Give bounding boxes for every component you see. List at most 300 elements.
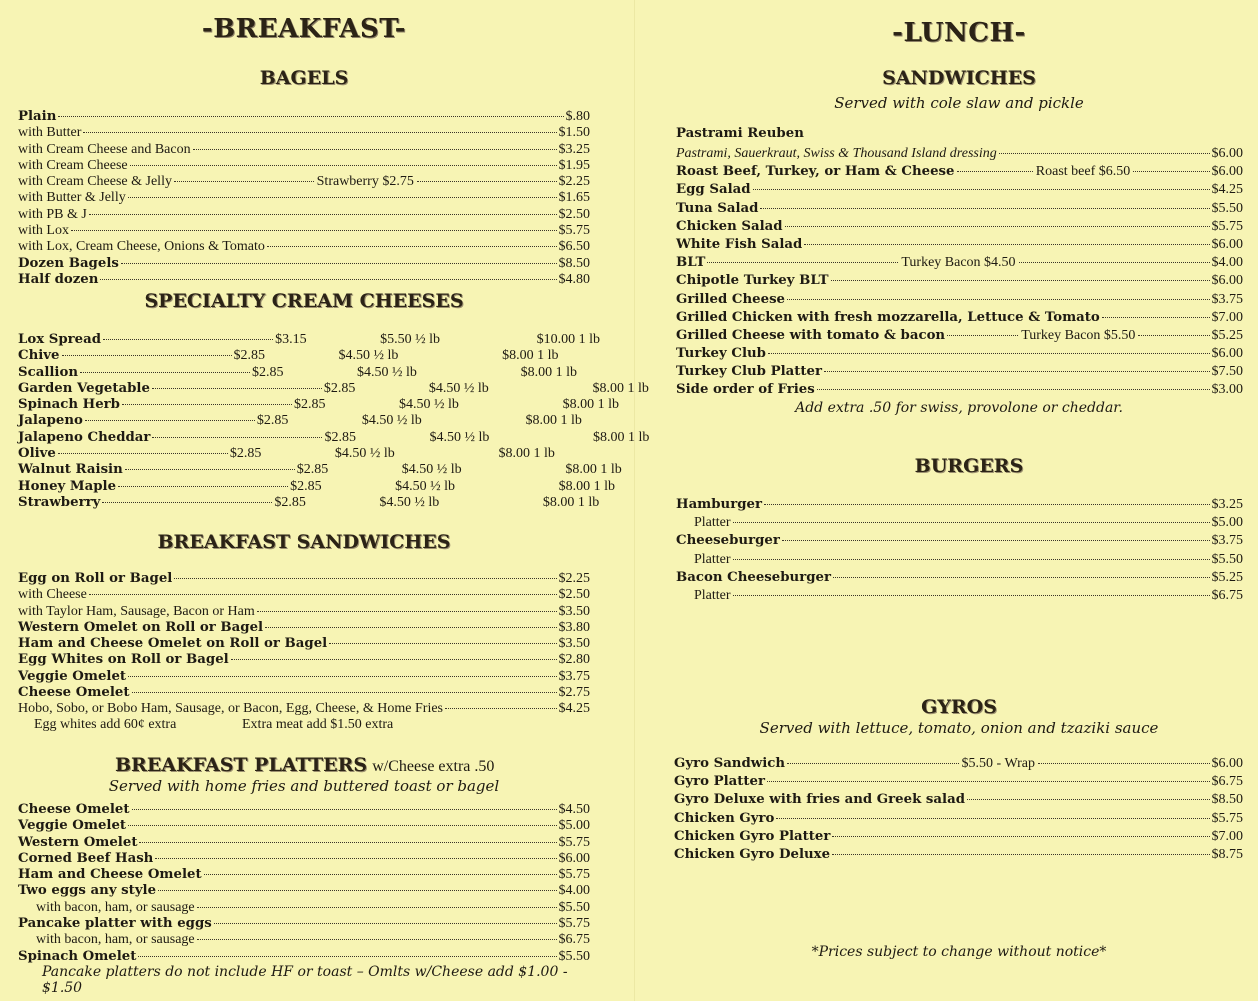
dot-leader <box>85 420 255 421</box>
item-name: Veggie Omelet <box>18 668 127 684</box>
dot-leader <box>231 659 557 660</box>
item-price: $4.00 <box>558 883 590 899</box>
dot-leader <box>267 246 557 247</box>
item-price: $3.50 <box>558 636 590 652</box>
item-name: Jalapeno <box>18 413 83 429</box>
item-price-half-lb: $4.50 ½ lb <box>429 429 490 445</box>
item-price-small: $2.85 <box>229 446 262 462</box>
item-price: $8.75 <box>1211 846 1243 862</box>
dot-leader <box>80 372 250 373</box>
dot-leader <box>152 437 322 438</box>
item-name: Corned Beef Hash <box>18 850 154 866</box>
item-name: with Cheese <box>18 587 87 603</box>
item-price: $6.00 <box>558 850 590 866</box>
cream-cheese-row <box>18 494 600 511</box>
menu-item-row <box>676 163 1243 181</box>
dot-leader <box>329 643 556 644</box>
burgers-list <box>676 496 1243 605</box>
menu-item-row <box>676 181 1243 199</box>
item-price: $4.00 <box>1211 255 1244 271</box>
menu-item-row <box>676 200 1243 218</box>
item-price: $5.00 <box>558 818 590 834</box>
item-price: $4.50 <box>558 802 590 817</box>
cream-cheese-row <box>18 446 590 462</box>
item-name: Lox Spread <box>18 332 102 347</box>
dot-leader <box>999 153 1210 154</box>
item-price-half-lb: $4.50 ½ lb <box>357 364 417 380</box>
item-price: $7.00 <box>1211 828 1243 844</box>
dot-leader <box>768 353 1210 354</box>
item-price: $6.00 <box>1211 346 1243 362</box>
dot-leader <box>787 763 959 764</box>
breakfast-sandwiches-title: BREAKFAST SANDWICHES <box>157 531 451 553</box>
dot-leader <box>193 149 557 150</box>
menu-item-row <box>18 587 590 603</box>
dot-leader <box>214 923 557 924</box>
dot-leader <box>89 214 557 215</box>
menu-item-row <box>18 900 590 916</box>
dot-leader <box>833 577 1210 578</box>
dot-leader <box>121 263 557 264</box>
dot-leader <box>733 559 1210 560</box>
dot-leader <box>817 389 1210 390</box>
item-price: $4.25 <box>1211 182 1243 198</box>
dot-leader <box>707 262 898 263</box>
dot-leader <box>197 907 557 908</box>
menu-item-row <box>676 496 1243 514</box>
dot-leader <box>174 181 314 182</box>
dot-leader <box>445 708 557 709</box>
item-price: $2.50 <box>558 587 590 603</box>
item-name: Western Omelet <box>18 834 138 850</box>
dot-leader <box>204 874 557 875</box>
item-name: Chive <box>18 348 60 364</box>
menu-fold <box>634 0 635 1001</box>
dot-leader <box>58 453 228 454</box>
menu-item-row <box>674 828 1243 846</box>
menu-item-row <box>674 846 1243 864</box>
item-price: $5.50 <box>1211 200 1243 216</box>
item-price-half-lb: $4.50 ½ lb <box>395 478 455 494</box>
cream-cheese-row <box>18 365 590 381</box>
item-price-half-lb: $4.50 ½ lb <box>338 348 399 364</box>
item-price: $3.50 <box>558 603 590 619</box>
item-price-half-lb: $4.50 ½ lb <box>379 494 440 510</box>
item-price-small: $2.85 <box>274 494 306 510</box>
menu-item-row <box>676 363 1243 381</box>
menu-item-row <box>676 327 1243 345</box>
item-price: $6.75 <box>558 932 590 948</box>
item-name: Two eggs any style <box>18 883 157 899</box>
dot-leader <box>102 502 272 503</box>
item-price: $5.75 <box>1211 810 1243 826</box>
menu-item-row <box>18 272 590 288</box>
cream-cheese-row <box>18 397 619 413</box>
dot-leader <box>832 836 1209 837</box>
dot-leader <box>122 404 292 405</box>
dot-leader <box>1102 317 1210 318</box>
item-price: $5.75 <box>558 916 590 932</box>
dot-leader <box>417 181 557 182</box>
platters-footnote: Pancake platters do not include HF or toast – Omlts w/Cheese add $1.00 - $1.50 <box>42 964 568 996</box>
dot-leader <box>62 355 232 356</box>
item-price-pound: $8.00 1 lb <box>565 462 622 478</box>
item-price: $2.75 <box>558 685 590 701</box>
item-name: Spinach Herb <box>18 397 120 413</box>
item-name: Chicken Gyro Deluxe <box>674 846 831 862</box>
lunch-title: -LUNCH- <box>892 18 1026 48</box>
item-price-half-lb: $5.50 ½ lb <box>380 332 440 347</box>
lunch-page <box>660 0 1258 1001</box>
dot-leader <box>1138 335 1209 336</box>
item-price: $5.75 <box>1211 218 1243 234</box>
item-name: Veggie Omelet <box>18 818 127 834</box>
menu-item-row <box>18 174 590 190</box>
item-price-pound: $8.00 1 lb <box>558 478 616 494</box>
bagels-list <box>18 109 590 288</box>
menu-item-row <box>676 309 1243 327</box>
item-price-small: $2.85 <box>293 397 326 413</box>
egg-whites-note: Egg whites add 60¢ extra <box>34 717 177 732</box>
menu-item-row <box>18 835 590 851</box>
dot-leader <box>71 230 557 231</box>
item-price: $3.75 <box>1211 533 1243 549</box>
dot-leader <box>138 956 556 957</box>
menu-item-row <box>676 551 1243 569</box>
item-price-pound: $10.00 1 lb <box>536 332 601 347</box>
cream-cheese-row <box>18 348 590 364</box>
item-name: Chicken Gyro <box>674 810 775 826</box>
menu-item-row <box>18 620 590 636</box>
item-price: $3.75 <box>558 668 590 684</box>
dot-leader <box>957 171 1033 172</box>
dot-leader <box>152 388 322 389</box>
item-price-half-lb: $4.50 ½ lb <box>428 380 489 396</box>
item-price: $5.50 <box>1211 551 1243 567</box>
item-price: $7.50 <box>1211 364 1243 380</box>
platters-title: BREAKFAST PLATTERS <box>115 754 368 776</box>
item-name: Platter <box>694 551 731 567</box>
item-alt-price: Turkey Bacon $4.50 <box>901 255 1016 271</box>
item-name: Grilled Cheese <box>676 291 786 307</box>
bagels-title: BAGELS <box>259 67 349 89</box>
item-price: $6.00 <box>1211 146 1243 161</box>
dot-leader <box>100 279 556 280</box>
platters-list <box>18 802 590 965</box>
menu-item-row <box>676 236 1243 254</box>
item-name: Cheese Omelet <box>18 685 130 701</box>
dot-leader <box>782 540 1210 541</box>
item-price: $3.80 <box>558 619 590 635</box>
item-name: Egg Salad <box>676 182 751 198</box>
item-alt-price: Strawberry $2.75 <box>316 174 414 190</box>
menu-item-row <box>18 158 590 174</box>
item-name: Half dozen <box>18 271 99 287</box>
item-price-small: $2.85 <box>256 413 289 429</box>
sandwiches-subtitle: Served with cole slaw and pickle <box>834 94 1084 112</box>
item-name: with Cream Cheese and Bacon <box>18 141 191 157</box>
dot-leader <box>118 486 288 487</box>
menu-item-row <box>676 532 1243 550</box>
burgers-title: BURGERS <box>914 455 1024 477</box>
menu-item-row <box>18 142 590 158</box>
menu-item-row <box>18 256 590 272</box>
item-name: Chicken Gyro Platter <box>674 828 831 844</box>
item-name: Roast Beef, Turkey, or Ham & Cheese <box>676 164 955 180</box>
item-name: Dozen Bagels <box>18 255 119 271</box>
dot-leader <box>197 939 557 940</box>
price-disclaimer: *Prices subject to change without notice* <box>811 944 1107 960</box>
dot-leader <box>89 594 557 595</box>
item-price: $8.50 <box>558 255 590 271</box>
dot-leader <box>128 197 557 198</box>
item-name: with Taylor Ham, Sausage, Bacon or Ham <box>18 603 255 619</box>
dot-leader <box>1133 171 1209 172</box>
item-price-half-lb: $4.50 ½ lb <box>401 462 462 478</box>
platters-subtitle: Served with home fries and buttered toast or bagel <box>108 777 500 795</box>
item-price: $1.50 <box>558 125 590 141</box>
item-name: Spinach Omelet <box>18 948 137 964</box>
menu-item-row <box>18 604 590 620</box>
dot-leader <box>1019 262 1210 263</box>
item-price: $.80 <box>565 109 590 124</box>
item-name: Scallion <box>18 364 79 380</box>
menu-item-row <box>18 802 590 818</box>
item-price-small: $2.85 <box>323 380 356 396</box>
breakfast-title: -BREAKFAST- <box>201 14 407 44</box>
dot-leader <box>125 469 295 470</box>
item-price: $1.65 <box>558 190 590 206</box>
item-name: Platter <box>694 515 731 531</box>
menu-item-row <box>674 773 1243 791</box>
item-name: Honey Maple <box>18 478 117 494</box>
menu-item-row <box>18 669 590 685</box>
menu-item-row <box>674 755 1243 773</box>
dot-leader <box>785 226 1210 227</box>
menu-item-row <box>676 381 1243 399</box>
item-price: $2.25 <box>558 174 591 190</box>
lunch-sandwiches-list <box>676 145 1243 400</box>
item-name: Plain <box>18 109 57 124</box>
menu-item-row <box>18 636 590 652</box>
item-price-pound: $8.00 1 lb <box>592 380 649 396</box>
menu-item-row <box>676 145 1243 163</box>
item-price: $5.75 <box>558 834 590 850</box>
item-price-pound: $8.00 1 lb <box>562 397 619 413</box>
dot-leader <box>155 858 556 859</box>
dot-leader <box>265 627 556 628</box>
dot-leader <box>947 335 1018 336</box>
item-price-pound: $8.00 1 lb <box>542 494 600 510</box>
item-price-half-lb: $4.50 ½ lb <box>361 413 422 429</box>
dot-leader <box>804 244 1209 245</box>
item-name: with PB & J <box>18 206 87 222</box>
item-price-pound: $8.00 1 lb <box>520 364 578 380</box>
item-name: Side order of Fries <box>676 382 815 398</box>
item-name: with Butter & Jelly <box>18 190 126 206</box>
menu-item-row <box>676 587 1243 605</box>
menu-item-row <box>676 218 1243 236</box>
item-price: $4.25 <box>558 701 590 717</box>
menu-item-row <box>18 916 590 932</box>
item-price: $5.50 <box>558 948 590 964</box>
item-name: Gyro Deluxe with fries and Greek salad <box>674 792 965 808</box>
platters-header <box>115 754 494 776</box>
menu-item-row <box>18 652 590 668</box>
item-name: Walnut Raisin <box>18 462 123 478</box>
menu-item-row <box>676 272 1243 290</box>
item-price: $7.00 <box>1211 309 1243 325</box>
item-price: $5.75 <box>558 223 590 239</box>
item-price: $5.75 <box>558 867 590 883</box>
item-price-pound: $8.00 1 lb <box>593 429 650 445</box>
menu-item-row <box>18 190 590 206</box>
cream-cheese-row <box>18 332 601 348</box>
cream-cheese-row <box>18 462 622 478</box>
item-name: with bacon, ham, or sausage <box>36 932 195 948</box>
menu-item-row <box>18 867 590 883</box>
item-name: Strawberry <box>18 494 101 510</box>
item-price: $3.75 <box>1211 291 1243 307</box>
menu-item-row <box>18 701 590 717</box>
item-price: $4.80 <box>558 271 590 287</box>
menu-item-row <box>676 569 1243 587</box>
pastrami-reuben-heading: Pastrami Reuben <box>676 126 804 141</box>
extra-meat-note: Extra meat add $1.50 extra <box>242 717 394 732</box>
dot-leader <box>139 842 556 843</box>
dot-leader <box>174 578 556 579</box>
menu-item-row <box>18 109 590 125</box>
menu-item-row <box>18 932 590 948</box>
item-price: $8.50 <box>1211 792 1243 808</box>
dot-leader <box>257 611 557 612</box>
sandwiches-title: SANDWICHES <box>882 67 1036 89</box>
breakfast-sandwiches-list <box>18 571 590 718</box>
cream-cheese-list <box>18 332 650 511</box>
dot-leader <box>824 371 1209 372</box>
menu-item-row <box>18 685 590 701</box>
item-name: Egg Whites on Roll or Bagel <box>18 652 229 668</box>
item-name: with Lox <box>18 223 69 239</box>
menu-item-row <box>676 254 1243 272</box>
item-name: Jalapeno Cheddar <box>18 429 151 445</box>
gyros-subtitle: Served with lettuce, tomato, onion and tzaziki sauce <box>759 719 1159 737</box>
dot-leader <box>787 299 1209 300</box>
item-name: with Cream Cheese & Jelly <box>18 174 172 190</box>
item-price: $6.75 <box>1211 587 1243 603</box>
item-price-small: $3.15 <box>275 332 307 347</box>
menu-item-row <box>18 883 590 899</box>
item-price: $3.25 <box>1211 497 1243 512</box>
item-name: Tuna Salad <box>676 200 759 216</box>
dot-leader <box>753 189 1210 190</box>
item-name: Grilled Chicken with fresh mozzarella, Lettuce & Tomato <box>676 309 1100 325</box>
menu-item-row <box>676 345 1243 363</box>
item-name: Chicken Salad <box>676 218 783 234</box>
dot-leader <box>158 890 556 891</box>
item-name: with Lox, Cream Cheese, Onions & Tomato <box>18 239 265 255</box>
item-name: Olive <box>18 446 56 462</box>
menu-item-row <box>18 239 590 255</box>
menu-item-row <box>18 223 590 239</box>
item-name: BLT <box>676 255 706 271</box>
item-price: $6.50 <box>558 239 590 255</box>
item-name: White Fish Salad <box>676 236 803 252</box>
dot-leader <box>764 504 1210 505</box>
item-name: Western Omelet on Roll or Bagel <box>18 619 264 635</box>
item-price: $2.25 <box>558 571 590 586</box>
cream-cheese-title: SPECIALTY CREAM CHEESES <box>144 290 464 312</box>
menu-item-row <box>18 818 590 834</box>
dot-leader <box>132 692 557 693</box>
cream-cheese-row <box>18 380 649 397</box>
dot-leader <box>831 280 1210 281</box>
menu-item-row <box>674 810 1243 828</box>
item-price-pound: $8.00 1 lb <box>502 348 559 364</box>
dot-leader <box>967 799 1210 800</box>
item-price-pound: $8.00 1 lb <box>525 413 582 429</box>
item-price-small: $2.85 <box>290 478 322 494</box>
item-name: Cheeseburger <box>676 533 780 549</box>
item-price-small: $2.85 <box>252 364 284 380</box>
item-price-half-lb: $4.50 ½ lb <box>334 446 395 462</box>
menu-item-row <box>18 125 590 141</box>
item-price-small: $2.85 <box>233 348 265 364</box>
menu-item-row <box>18 571 590 587</box>
item-price: $6.00 <box>1211 756 1244 771</box>
item-alt-price: $5.50 - Wrap <box>961 756 1035 771</box>
item-name: Grilled Cheese with tomato & bacon <box>676 327 946 343</box>
dot-leader <box>83 132 556 133</box>
dot-leader <box>130 165 557 166</box>
item-name: with bacon, ham, or sausage <box>36 899 195 915</box>
item-name: Ham and Cheese Omelet <box>18 867 202 883</box>
dot-leader <box>103 339 273 340</box>
item-price: $5.00 <box>1211 515 1243 531</box>
item-name: Pancake platter with eggs <box>18 916 212 932</box>
dot-leader <box>760 208 1209 209</box>
item-alt-price: Roast beef $6.50 <box>1035 164 1131 180</box>
dot-leader <box>733 522 1210 523</box>
item-name: with Cream Cheese <box>18 157 128 173</box>
item-name: Pastrami, Sauerkraut, Swiss & Thousand Island dressing <box>676 146 997 161</box>
dot-leader <box>58 116 563 117</box>
item-price: $1.95 <box>558 157 590 173</box>
platters-cheese-extra: w/Cheese extra .50 <box>372 758 495 775</box>
menu-item-row <box>676 514 1243 532</box>
dot-leader <box>776 818 1209 819</box>
item-alt-price: Turkey Bacon $5.50 <box>1021 327 1136 343</box>
menu-item-row <box>18 949 590 965</box>
cream-cheese-row <box>18 429 650 446</box>
dot-leader <box>832 854 1209 855</box>
dot-leader <box>1038 763 1210 764</box>
item-price-half-lb: $4.50 ½ lb <box>398 397 459 413</box>
menu-item-row <box>18 207 590 223</box>
menu-item-row <box>674 791 1243 809</box>
item-name: Turkey Club Platter <box>676 364 823 380</box>
item-name: Ham and Cheese Omelet on Roll or Bagel <box>18 636 328 652</box>
item-name: Chipotle Turkey BLT <box>676 273 829 289</box>
menu-item-row <box>676 291 1243 309</box>
item-name: Gyro Platter <box>674 774 766 790</box>
item-name: Hobo, Sobo, or Bobo Ham, Sausage, or Bacon, Egg, Cheese, & Home Fries <box>18 701 443 717</box>
item-price: $6.75 <box>1211 774 1243 790</box>
cream-cheese-row <box>18 413 590 429</box>
item-name: Platter <box>694 587 731 603</box>
cheese-extra-note: Add extra .50 for swiss, provolone or cheddar. <box>795 400 1123 416</box>
item-price: $3.00 <box>1211 382 1243 398</box>
